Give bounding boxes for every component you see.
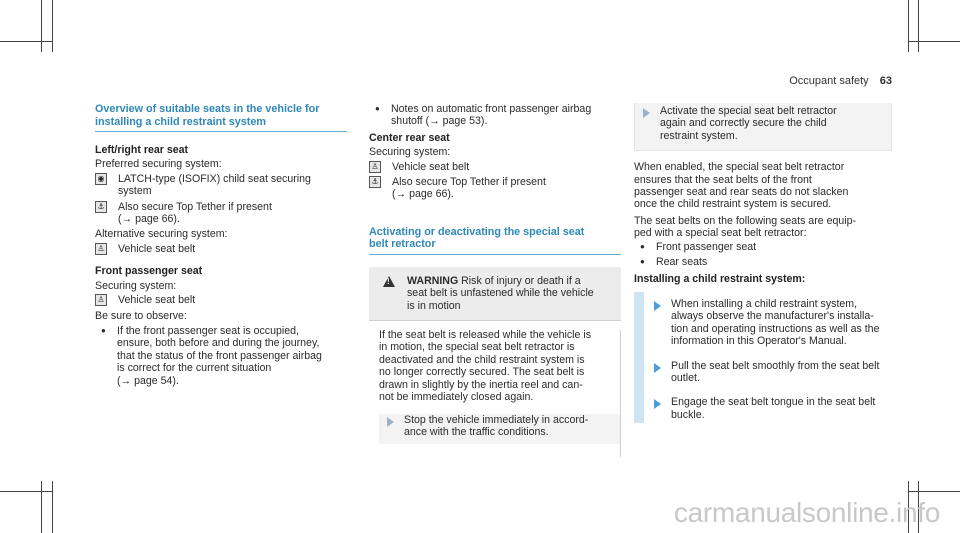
top-tether-icon: ⚓ (95, 201, 107, 213)
list-item: ● Rear seats (640, 256, 708, 269)
title-rule (369, 254, 621, 255)
securing-label: Securing system: (95, 279, 177, 292)
page-number: 63 (879, 75, 892, 87)
securing-label: Securing system: (369, 146, 451, 159)
installing-heading: Installing a child restraint system: (634, 273, 806, 286)
warning-icon (383, 276, 395, 287)
seat-belt-icon: ♙ (95, 243, 107, 255)
warning-box (369, 267, 621, 320)
list-item: ● If the front passenger seat is occupied, ensure, both before and during the journey, that the status of the front passenger airbag is correct for the current situation (→ page 54). (101, 324, 322, 387)
step-arrow-icon (643, 108, 650, 118)
center-seat-heading: Center rear seat (369, 131, 450, 144)
bullet-icon: ● (640, 241, 645, 251)
install-step: Pull the seat belt smoothly from the seat belt outlet. (654, 360, 892, 385)
list-item: ● Front passenger seat (640, 240, 757, 253)
step-arrow-icon (654, 399, 661, 409)
seat-belt-item: ♙ Vehicle seat belt (95, 294, 347, 306)
observe-label: Be sure to observe: (95, 310, 187, 323)
front-seat-heading: Front passenger seat (95, 265, 203, 278)
bullet-icon: ● (375, 104, 380, 113)
install-step: When installing a child restraint system, always observe the manufacturer's installa- tion and operating instructions as well as the information in this Operator's Manual. (654, 298, 892, 348)
step-arrow-icon (654, 363, 661, 373)
install-step: Engage the seat belt tongue in the seat belt buckle. (654, 396, 892, 423)
preferred-label: Preferred securing system: (95, 158, 222, 171)
top-tether-item: ⚓ Also secure Top Tether if present (→ page 66). (369, 176, 621, 201)
list-item: ● Notes on automatic front passenger airbag shutoff (→ page 53). (375, 103, 592, 128)
bullet-icon: ● (640, 257, 645, 267)
seat-belt-item: ♙ Vehicle seat belt (95, 243, 347, 255)
lr-seat-heading: Left/right rear seat (95, 144, 189, 156)
warning-body: If the seat belt is released while the vehicle is in motion, the special seat belt retractor is deactivated and the child restraint system is no longer correctly secured. The seat belt is drawn in slightly by the inertia reel and can- not be immediately closed again. (369, 320, 621, 403)
step-arrow-icon (387, 417, 394, 427)
overview-title: Overview of suitable seats in the vehicle for installing a child restraint system (95, 103, 320, 128)
seat-belt-icon: ♙ (95, 294, 107, 306)
top-tether-item: ⚓ Also secure Top Tether if present (→ page 66). (95, 201, 347, 226)
title-rule (95, 131, 347, 132)
column-2 (369, 103, 621, 444)
warning-header: ! WARNING Risk of injury or death if a seat belt is unfastened while the vehicle is in motion (379, 275, 611, 312)
page-header (789, 75, 892, 87)
section-title: Occupant safety (789, 75, 869, 87)
activate-step: Activate the special seat belt retractor again and correctly secure the child restraint system. (634, 103, 892, 151)
equipped-paragraph: The seat belts on the following seats are equip- ped with a special seat belt retractor: (634, 214, 857, 240)
top-tether-icon: ⚓ (369, 176, 381, 188)
bullet-icon: ● (101, 325, 106, 335)
warning-step: Stop the vehicle immediately in accord- ance with the traffic conditions. (379, 414, 621, 445)
seat-belt-icon: ♙ (369, 161, 381, 173)
seat-belt-item: ♙ Vehicle seat belt (369, 161, 621, 173)
watermark: carmanualsonline.info (673, 497, 940, 528)
enabled-paragraph: When enabled, the special seat belt retractor ensures that the seat belts of the front passenger seat and rear seats do not slacken once the child restraint system is secured. (634, 161, 849, 211)
latch-item: ◉ LATCH-type (ISOFIX) child seat securing system (95, 173, 347, 198)
column-1 (95, 103, 347, 390)
step-arrow-icon (654, 301, 661, 311)
column-3 (634, 103, 892, 423)
alternative-label: Alternative securing system: (95, 228, 228, 241)
warning-label: WARNING (407, 274, 459, 287)
activating-title: Activating or deactivating the special seat belt retractor (369, 225, 585, 251)
install-steps (634, 292, 892, 423)
isofix-icon: ◉ (95, 173, 107, 185)
